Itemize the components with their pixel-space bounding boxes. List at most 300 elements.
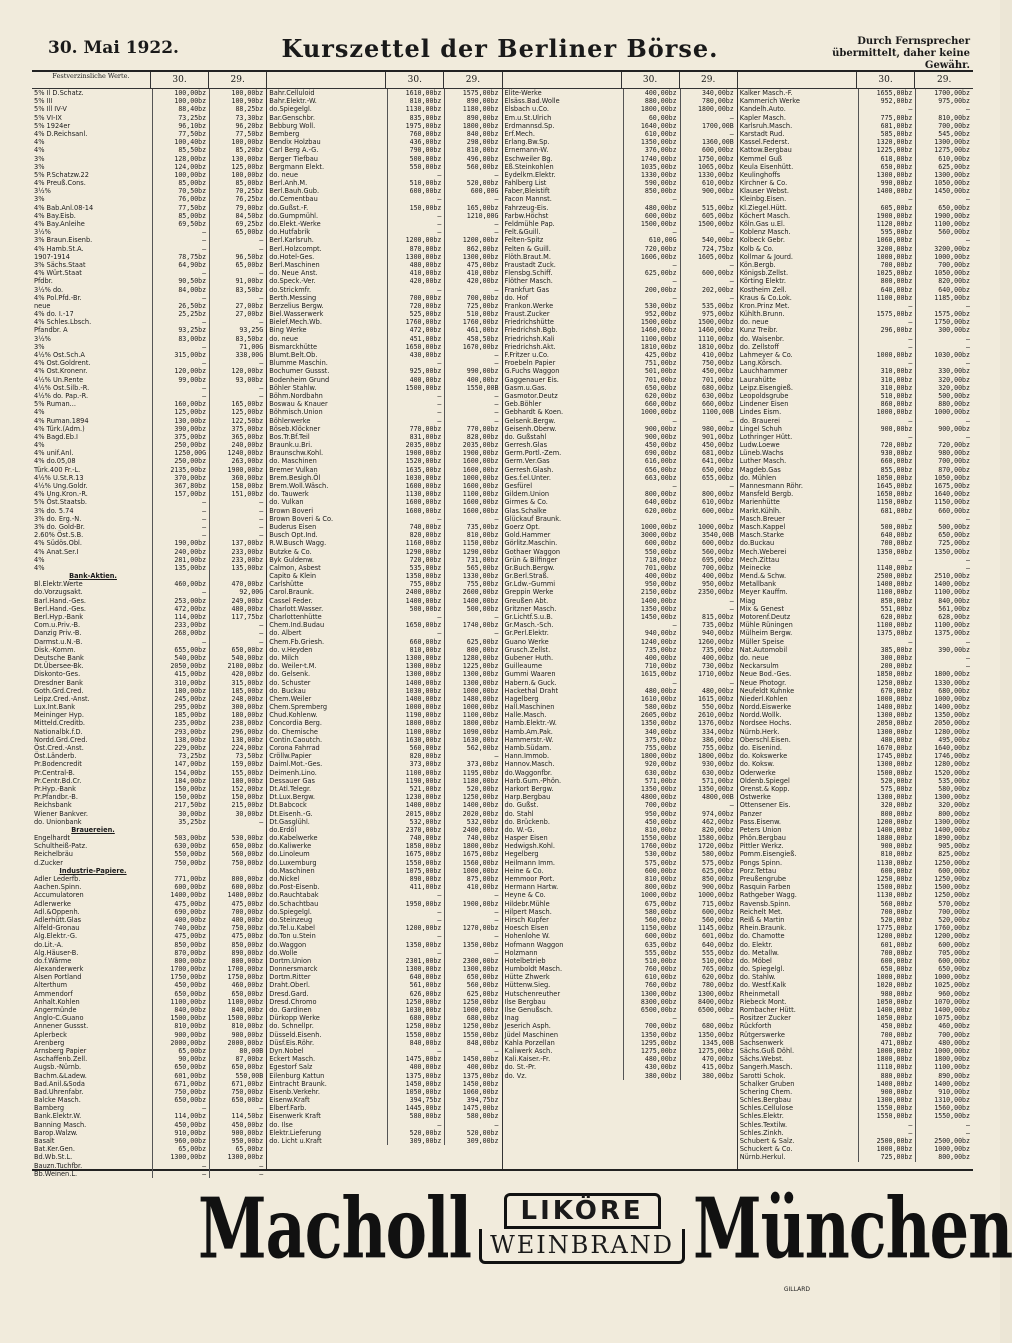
quote-row — [503, 482, 737, 490]
security-name: Frankon.Werke — [503, 302, 624, 310]
price-today: 1300,00bz — [859, 1096, 917, 1104]
price-today: 720,00bz — [624, 245, 681, 253]
quote-row — [267, 310, 501, 318]
security-name: Böhlerwerke — [267, 417, 388, 425]
price-today: 1350,00bz — [388, 941, 445, 949]
quote-row — [738, 1096, 973, 1104]
price-today: 532,00bz — [388, 818, 445, 826]
quote-row — [32, 728, 266, 736]
price-today: 135,00bz — [153, 564, 210, 572]
security-name: Pongs Spinn. — [738, 859, 859, 867]
security-name: Concordia Berg. — [267, 719, 388, 727]
security-name: Accumulatoren — [32, 891, 153, 899]
security-name: Neufeldt Kuhnke — [738, 687, 859, 695]
price-previous: 610,00bz — [938, 154, 970, 163]
security-name: Dt.Babcock — [267, 801, 388, 809]
security-name: Hammerstr.-W. — [503, 736, 624, 744]
quote-row — [503, 359, 737, 367]
price-previous: 151,00bz — [231, 490, 264, 499]
price-previous: — — [729, 1014, 734, 1023]
quote-row — [267, 818, 501, 826]
quote-row — [267, 867, 501, 875]
price-previous: 233,00bz — [231, 547, 264, 556]
price-today: 1810,00bz — [624, 343, 681, 351]
security-name: do.Ton u.Stein — [267, 932, 388, 940]
price-previous: 1345,00B — [701, 1038, 734, 1047]
price-today: 6500,00bz — [624, 1006, 681, 1014]
quote-row — [503, 981, 737, 989]
security-name: Pittler Werkz. — [738, 842, 859, 850]
price-previous: 475,00bz — [466, 260, 499, 269]
price-today: 960,00bz — [153, 1137, 210, 1145]
quote-row — [738, 679, 973, 687]
quote-row — [267, 97, 501, 105]
price-today: 620,00bz — [624, 392, 681, 400]
security-name: Dt.Atl.Telegr. — [267, 785, 388, 793]
quote-row — [267, 1031, 501, 1039]
price-previous: 640,00bz — [701, 940, 734, 949]
security-name: Nationalbk.f.D. — [32, 728, 153, 736]
price-today: 1400,00bz — [388, 801, 445, 809]
quote-row — [503, 1006, 737, 1014]
security-name: 4% Schles.Lbsch. — [32, 318, 153, 326]
quote-row — [32, 204, 266, 212]
security-name: Berl.Anh.M. — [267, 179, 388, 187]
security-name: Erf.Mech. — [503, 130, 624, 138]
price-today: 1800,00bz — [624, 105, 681, 113]
quote-row — [267, 957, 501, 965]
quote-row — [267, 318, 501, 326]
price-today: 150,00bz — [153, 793, 210, 801]
price-today: 910,00bz — [153, 1129, 210, 1137]
price-previous: 700,00bz — [466, 293, 499, 302]
price-previous: 600,00bz — [938, 940, 970, 949]
quote-row — [32, 138, 266, 146]
price-previous: 400,00bz — [466, 375, 499, 384]
security-name: Bank.Elektr.W. — [32, 1112, 153, 1120]
price-previous: 1200,00bz — [934, 932, 970, 941]
price-previous: 1740,00bz — [462, 621, 499, 630]
quote-row — [32, 687, 266, 695]
quote-row — [267, 1096, 501, 1104]
security-name: Barl.Hand.-Ges. — [32, 597, 153, 605]
price-today: 200,00bz — [859, 662, 917, 670]
quote-row — [267, 916, 501, 924]
quote-row — [267, 760, 501, 768]
quote-row — [267, 826, 501, 834]
price-today: 1100,00bz — [859, 621, 917, 629]
price-today: 600,00bz — [859, 867, 917, 875]
price-today: 850,00bz — [153, 941, 210, 949]
price-today: 560,00bz — [388, 744, 445, 752]
price-previous: 410,00bz — [466, 883, 499, 892]
security-name: Elsäss.Bad.Wolle — [503, 97, 624, 105]
price-previous: 1000,00bz — [462, 866, 499, 875]
price-today: 240,00bz — [153, 548, 210, 556]
quote-row — [738, 908, 973, 916]
security-name: 4% Bay.Eisb. — [32, 212, 153, 220]
quote-row — [503, 949, 737, 957]
price-previous: 76,25bz — [235, 195, 264, 204]
price-today: 480,00bz — [388, 261, 445, 269]
quote-row — [267, 367, 501, 375]
section-heading — [32, 867, 266, 875]
security-name: Geb.Böhler — [503, 400, 624, 408]
security-name: do.Spiegelgl. — [267, 105, 388, 113]
price-today: 250,00bz — [153, 457, 210, 465]
price-today: 952,00bz — [859, 97, 917, 105]
price-previous: 1050,00bz — [934, 473, 970, 482]
quote-row — [267, 351, 501, 359]
security-name: Berl.Holzcompt. — [267, 245, 388, 253]
price-today: 1100,00bz — [388, 769, 445, 777]
security-name: 3% — [32, 195, 153, 203]
price-previous: 1400,00bz — [934, 1006, 970, 1014]
security-name: Bad.Anil.&Soda — [32, 1080, 153, 1088]
security-name: do. Chamotte — [738, 932, 859, 940]
page-title: Kurszettel der Berliner Börse. — [281, 34, 719, 63]
quote-row — [738, 1022, 973, 1030]
price-today: 1020,00bz — [859, 981, 917, 989]
price-today: 681,00bz — [859, 507, 917, 515]
price-today: 1500,00bz — [859, 883, 917, 891]
quote-row — [503, 572, 737, 580]
price-today: 1850,00bz — [388, 842, 445, 850]
price-previous: 2000,00bz — [227, 1038, 264, 1047]
price-previous: 681,00bz — [701, 449, 734, 458]
price-today: 735,00bz — [624, 646, 681, 654]
price-today: — — [859, 359, 917, 367]
security-name: Schubert & Salz. — [738, 1137, 859, 1145]
quote-row — [503, 245, 737, 253]
price-previous: 1025,00bz — [934, 981, 970, 990]
quote-row — [503, 769, 737, 777]
price-previous: 555,00bz — [701, 948, 734, 957]
quote-row — [267, 679, 501, 687]
price-today: 1350,00bz — [624, 605, 681, 613]
quote-row — [503, 539, 737, 547]
security-name: do. W.-G. — [503, 826, 624, 834]
security-name: Bd.Wb.St.L. — [32, 1153, 153, 1161]
security-name: Hasper Eisen — [503, 834, 624, 842]
price-previous: 309,00bz — [466, 1137, 499, 1145]
security-name: Halle.Masch. — [503, 711, 624, 719]
price-today: 1600,00bz — [388, 482, 445, 490]
price-previous: 600,00bz — [701, 146, 734, 155]
price-previous: 1330,00bz — [462, 572, 499, 581]
quote-row — [267, 335, 501, 343]
quote-row — [503, 122, 737, 130]
price-today: 1450,00bz — [388, 1080, 445, 1088]
price-today: 530,00bz — [624, 850, 681, 858]
price-today: 1290,00bz — [388, 548, 445, 556]
price-previous: 731,00bz — [466, 555, 499, 564]
quote-row — [32, 1162, 266, 1170]
price-previous: — — [729, 514, 734, 523]
security-name: do.Luxemburg — [267, 859, 388, 867]
price-today: 950,00bz — [624, 580, 681, 588]
price-today: — — [153, 359, 210, 367]
quote-row — [32, 220, 266, 228]
security-name: Lothringer Hütt. — [738, 433, 859, 441]
quote-row — [503, 900, 737, 908]
security-name: Mix & Genest — [738, 605, 859, 613]
price-today: 1300,00bz — [388, 662, 445, 670]
price-today: 450,00bz — [624, 818, 681, 826]
quote-row — [267, 507, 501, 515]
price-previous: 334,00bz — [701, 727, 734, 736]
price-today: 610,00bz — [624, 973, 681, 981]
quote-row — [32, 474, 266, 482]
quote-row — [267, 965, 501, 973]
price-previous: — — [494, 228, 499, 237]
quote-row — [267, 981, 501, 989]
price-previous: 1300,00bz — [698, 989, 734, 998]
price-previous: — — [259, 359, 264, 368]
price-previous: — — [729, 293, 734, 302]
price-previous: 84,50bz — [235, 211, 264, 220]
quote-row — [32, 957, 266, 965]
security-name: Karlsruh.Masch. — [738, 122, 859, 130]
security-name: Egestorf Salz — [267, 1063, 388, 1071]
security-name: Preußengrube — [738, 875, 859, 883]
quote-row — [738, 760, 973, 768]
quote-row — [267, 662, 501, 670]
security-name: Gr.Perl.Elektr. — [503, 629, 624, 637]
quote-row — [267, 908, 501, 916]
price-previous: — — [259, 514, 264, 523]
quote-row — [738, 1080, 973, 1088]
price-previous: 6500,00bz — [698, 1006, 734, 1014]
price-previous: 700,00bz — [231, 907, 264, 916]
price-previous: — — [259, 817, 264, 826]
price-previous: 1270,00bz — [462, 924, 499, 933]
price-previous: 496,00bz — [466, 154, 499, 163]
price-previous: 1300,00bz — [934, 170, 970, 179]
price-previous: 1580,00bz — [698, 834, 734, 843]
price-previous: 1750,00bz — [934, 318, 970, 327]
price-previous: 300,00bz — [938, 326, 970, 335]
security-name: Rhein.Braunk. — [738, 924, 859, 932]
price-previous: 1000,00bz — [934, 252, 970, 261]
price-today: 670,00bz — [859, 687, 917, 695]
security-name: R.W.Busch Wagg. — [267, 539, 388, 547]
security-name: Alg.Elektr.-G. — [32, 932, 153, 940]
security-name: d.Zucker — [32, 859, 153, 867]
quote-row — [267, 588, 501, 596]
price-today: 147,00bz — [153, 760, 210, 768]
security-name: Inag — [503, 1014, 624, 1022]
quote-row — [738, 89, 973, 97]
security-name: Hildebr.Mühle — [503, 900, 624, 908]
price-today: 30,00bz — [153, 810, 210, 818]
price-previous: 458,50bz — [466, 334, 499, 343]
quote-row — [267, 392, 501, 400]
price-previous: 1360,00B — [701, 138, 734, 147]
quote-row — [267, 973, 501, 981]
price-today: 700,00bz — [859, 908, 917, 916]
security-name: Dürkopp Werke — [267, 1014, 388, 1022]
security-name: Aplerbeck — [32, 1031, 153, 1039]
price-previous: 83,50bz — [235, 285, 264, 294]
price-today: 1130,00bz — [859, 891, 917, 899]
security-name: Donnersmarck — [267, 965, 388, 973]
security-name: 3½% do. — [32, 286, 153, 294]
security-name: Carlshütte — [267, 580, 388, 588]
security-name: Lüneb.Wachs — [738, 449, 859, 457]
security-name: 2.60% Öst.S.B. — [32, 531, 153, 539]
security-name: Heyne & Co. — [503, 891, 624, 899]
quote-row — [738, 294, 973, 302]
quote-row — [32, 286, 266, 294]
price-today: 100,00bz — [153, 89, 210, 97]
security-name: Geisenh.Oberw. — [503, 425, 624, 433]
price-today: 190,00bz — [153, 539, 210, 547]
security-name: 3% do. Erg.-N. — [32, 515, 153, 523]
quote-row — [503, 228, 737, 236]
price-previous: 65,00bz — [235, 260, 264, 269]
security-name: Glückauf Braunk. — [503, 515, 624, 523]
security-name: Alsen Portland — [32, 973, 153, 981]
quote-row — [267, 719, 501, 727]
price-previous: — — [729, 277, 734, 286]
security-name: 4% Bab.Anl.08-14 — [32, 204, 153, 212]
price-today: 530,00bz — [624, 302, 681, 310]
security-name: Laurahütte — [738, 376, 859, 384]
security-name: 3% — [32, 343, 153, 351]
price-today: 2150,00bz — [624, 588, 681, 596]
column-header-date: 29. — [230, 75, 245, 85]
security-name: Berl.Hand.-Ges. — [32, 605, 153, 613]
price-today: 618,00bz — [859, 155, 917, 163]
price-previous: — — [966, 637, 970, 646]
price-today: 1700,00bz — [153, 965, 210, 973]
price-previous: 755,00bz — [701, 744, 734, 752]
quote-row — [503, 703, 737, 711]
security-name: do.Nickel — [267, 875, 388, 883]
quote-row — [738, 662, 973, 670]
security-name: Mend.& Schw. — [738, 572, 859, 580]
quote-row — [32, 376, 266, 384]
price-today: 1550,00bz — [624, 834, 681, 842]
price-today: 590,00bz — [624, 179, 681, 187]
quote-row — [738, 769, 973, 777]
security-name: F.Fritzer u.Co. — [503, 351, 624, 359]
price-today: — — [388, 286, 445, 294]
quote-row — [267, 1063, 501, 1071]
price-previous: 1000,00bz — [462, 703, 499, 712]
price-today: 575,00bz — [624, 859, 681, 867]
price-previous: 1800,00bz — [934, 670, 970, 679]
price-today: 700,00bz — [859, 539, 917, 547]
price-previous: 620,00bz — [701, 973, 734, 982]
quote-row — [267, 220, 501, 228]
security-name: 3% do. Gold-Br. — [32, 523, 153, 531]
security-name: Guano Werke — [503, 638, 624, 646]
quote-row — [267, 638, 501, 646]
security-name: do. v.Heyden — [267, 646, 388, 654]
security-name: Glas.Schalke — [503, 507, 624, 515]
price-today: 160,00bz — [153, 400, 210, 408]
quote-row — [32, 179, 266, 187]
price-today: — — [153, 294, 210, 302]
price-today: 1225,00bz — [859, 146, 917, 154]
price-today: 1275,00bz — [624, 1047, 681, 1055]
stock-quote-table — [32, 70, 973, 1178]
quote-row — [503, 343, 737, 351]
security-name: Keula Eisenhütt. — [738, 163, 859, 171]
security-name: Chem.Spremberg — [267, 703, 388, 711]
quote-row — [738, 195, 973, 203]
security-name: do.Tel.u.Kabel — [267, 924, 388, 932]
security-name: do.Vorzugsakt. — [32, 588, 153, 596]
price-previous: 1195,00bz — [462, 768, 499, 777]
price-today: 154,00bz — [153, 769, 210, 777]
price-previous: 8400,00bz — [698, 997, 734, 1006]
quote-row — [267, 417, 501, 425]
price-previous: 701,00bz — [701, 375, 734, 384]
security-name: Contin.Caoutch. — [267, 736, 388, 744]
quote-column — [503, 72, 738, 1169]
price-today: 650,00bz — [153, 1063, 210, 1071]
price-previous: 1760,00bz — [934, 924, 970, 933]
price-previous: 365,00bz — [231, 432, 264, 441]
price-today: 700,00bz — [388, 294, 445, 302]
quote-row — [32, 769, 266, 777]
price-today: 450,00bz — [859, 1022, 917, 1030]
price-previous: 650,00bz — [938, 203, 970, 212]
security-name: Eilenburg Kattun — [267, 1072, 388, 1080]
price-today: 630,00bz — [624, 769, 681, 777]
price-previous: 680,00bz — [701, 383, 734, 392]
security-name: Rütgerswerke — [738, 1031, 859, 1039]
security-name: Lang.Körsch. — [738, 359, 859, 367]
price-today: 268,00bz — [153, 629, 210, 637]
quote-row — [32, 326, 266, 334]
quote-row — [267, 949, 501, 957]
security-name: Kleinbg.Eisen. — [738, 195, 859, 203]
quote-row — [267, 408, 501, 416]
price-today: 620,00bz — [624, 507, 681, 515]
security-name: 4½% Ost.Sch.A — [32, 351, 153, 359]
price-today: 1000,00bz — [859, 695, 917, 703]
security-name: Alterthum — [32, 981, 153, 989]
security-name: Türk.400 Fr.-L. — [32, 466, 153, 474]
quote-row — [267, 548, 501, 556]
price-today: 1600,00bz — [388, 507, 445, 515]
security-name: Engelhardt — [32, 834, 153, 842]
security-name: Adler Lederfb. — [32, 875, 153, 883]
security-name: Ilse Genußsch. — [503, 1006, 624, 1014]
security-name: Biel.Wasserwerk — [267, 310, 388, 318]
quote-row — [738, 146, 973, 154]
quote-row — [32, 990, 266, 998]
price-today: 625,00bz — [624, 269, 681, 277]
security-name: Kassel.Federst. — [738, 138, 859, 146]
price-today: 720,00bz — [388, 302, 445, 310]
price-previous: 500,00bz — [938, 391, 970, 400]
price-today: 860,00bz — [859, 400, 917, 408]
price-previous: 650,00bz — [938, 531, 970, 540]
price-previous: 215,00bz — [231, 801, 264, 810]
quote-row — [738, 1039, 973, 1047]
price-previous: 960,00bz — [938, 989, 970, 998]
price-previous: 1630,00bz — [462, 735, 499, 744]
quote-row — [738, 597, 973, 605]
quote-row — [32, 261, 266, 269]
price-today: 1035,00bz — [624, 163, 681, 171]
price-previous: 535,00bz — [701, 301, 734, 310]
